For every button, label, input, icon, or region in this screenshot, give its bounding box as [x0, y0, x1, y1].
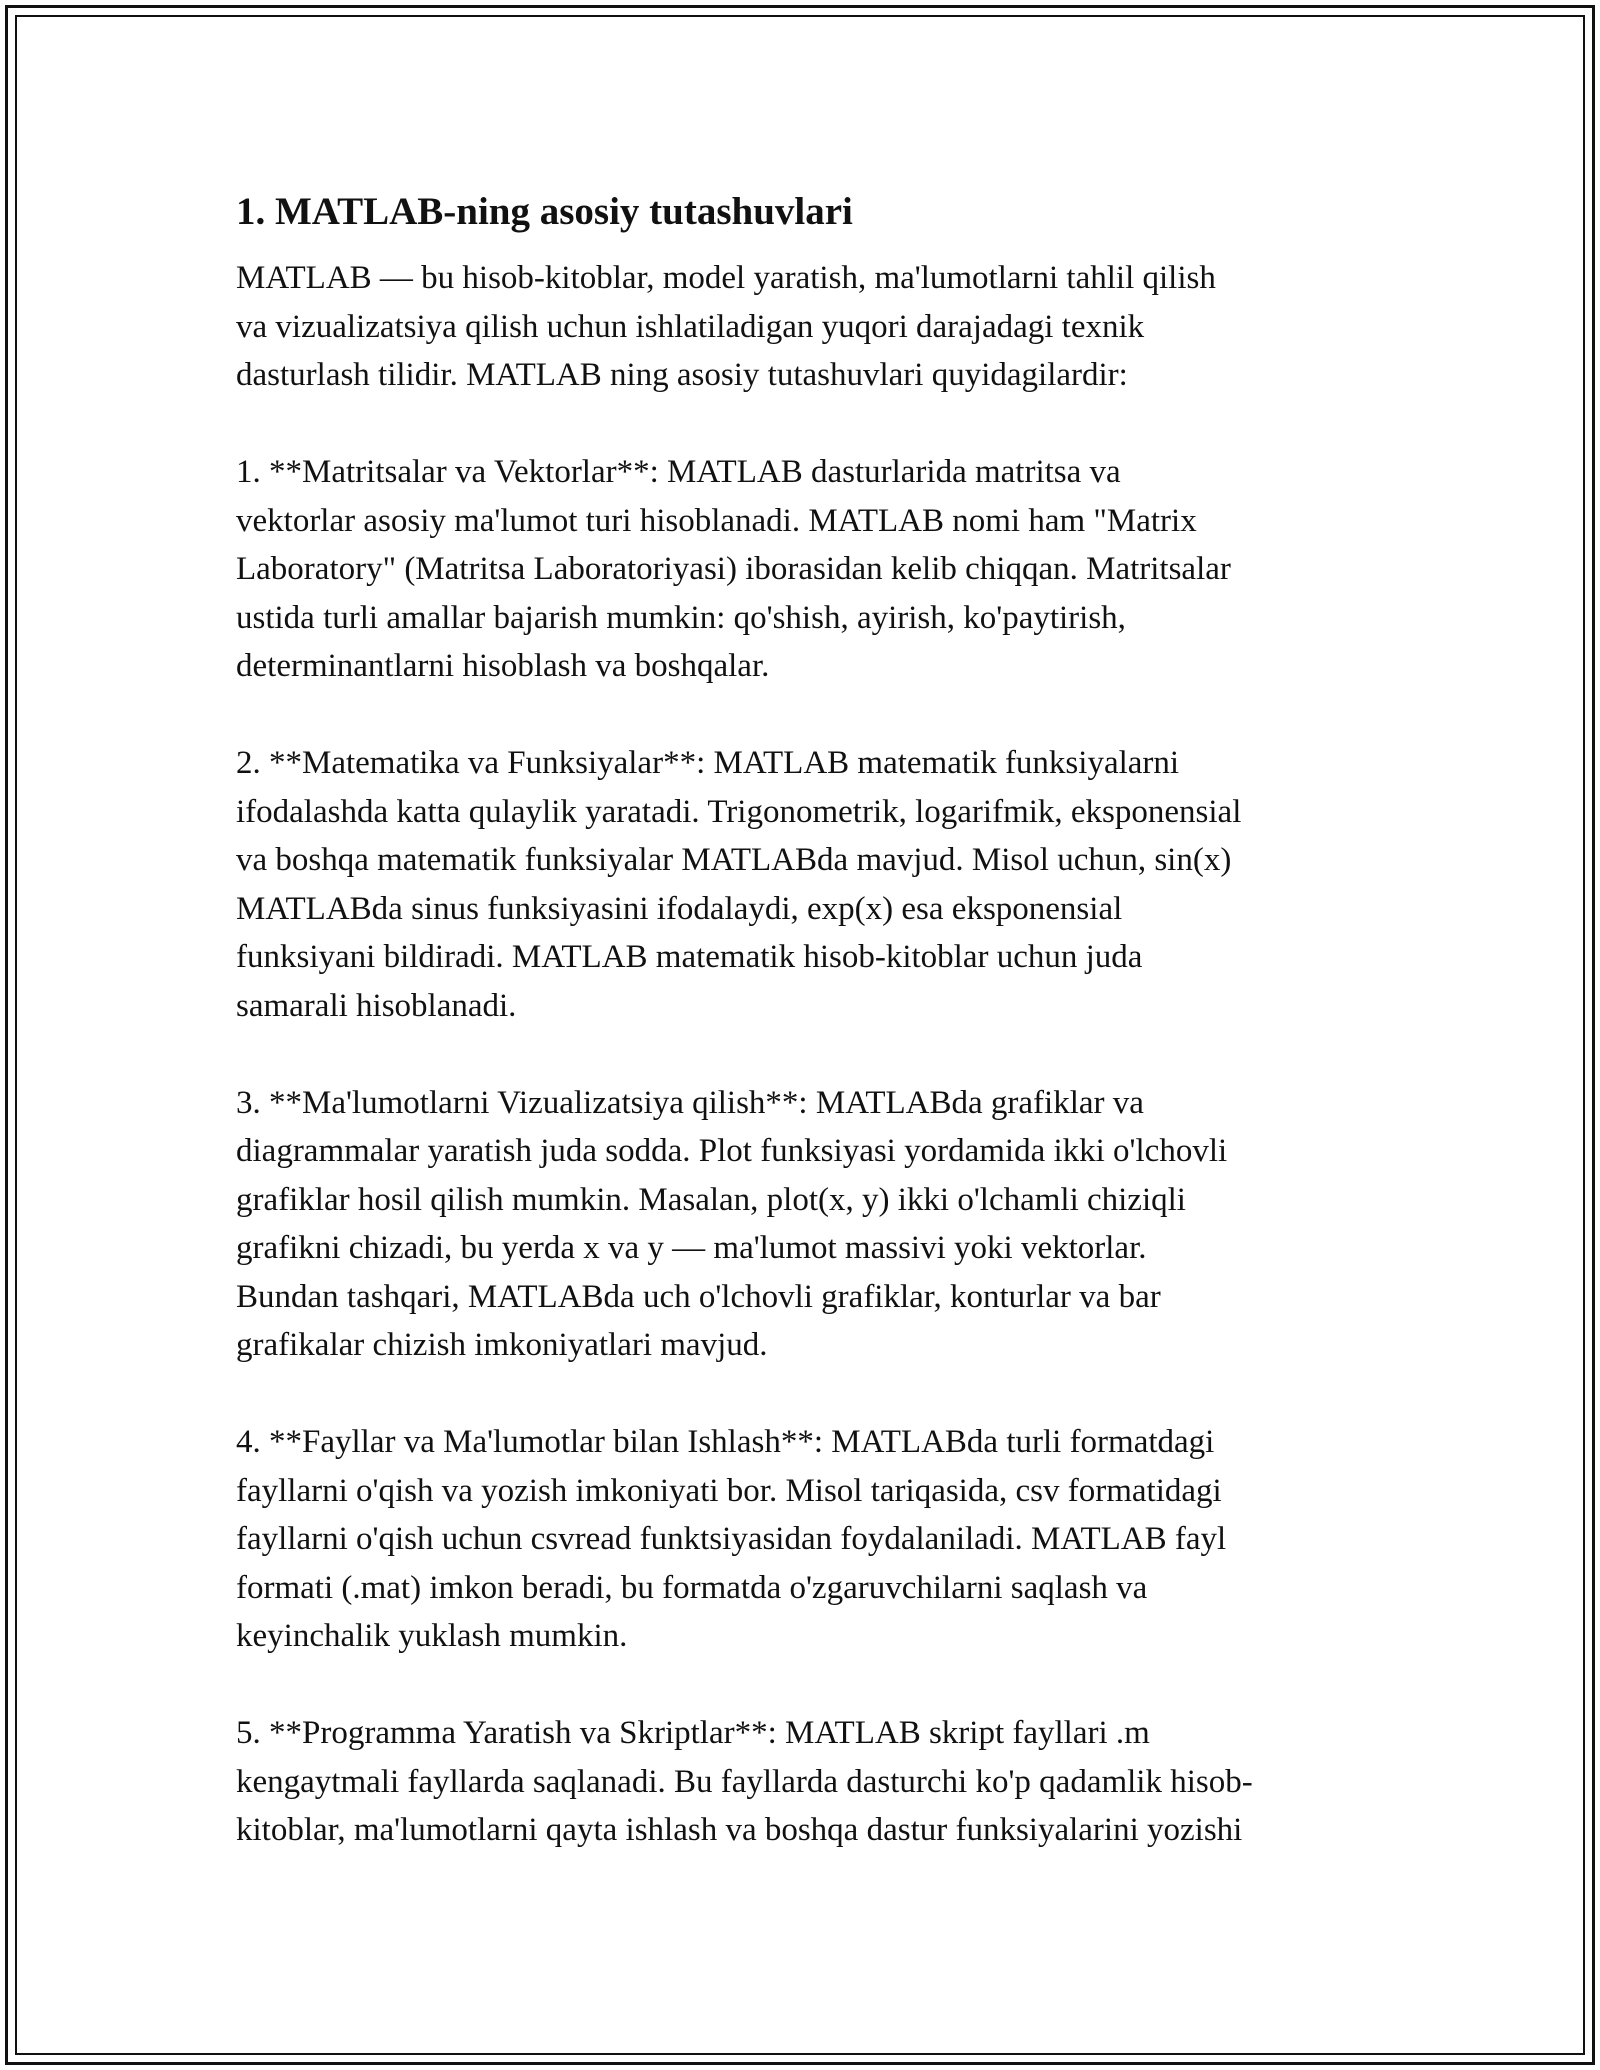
text-line: va vizualizatsiya qilish uchun ishlatiladigan yuqori darajadagi texnik [236, 308, 1145, 345]
text-line: 5. **Programma Yaratish va Skriptlar**: MATLAB skript fayllari .m [236, 1715, 1150, 1751]
text-line: kengaytmali fayllarda saqlanadi. Bu fayllarda dasturchi ko'p qadamlik hisob- [236, 1763, 1253, 1800]
item-4-paragraph [236, 1418, 1376, 1661]
text-line: Bundan tashqari, MATLABda uch o'lchovli grafiklar, konturlar va bar [236, 1278, 1161, 1315]
item-3-paragraph [236, 1079, 1376, 1370]
text-line: ustida turli amallar bajarish mumkin: qo'shish, ayirish, ko'paytirish, [236, 599, 1126, 636]
text-line: ifodalashda katta qulaylik yaratadi. Trigonometrik, logarifmik, eksponensial [236, 793, 1242, 830]
text-line: samarali hisoblanadi. [236, 987, 517, 1024]
text-line: MATLAB — bu hisob-kitoblar, model yaratish, ma'lumotlarni tahlil qilish [236, 260, 1216, 296]
text-line: diagrammalar yaratish juda sodda. Plot funksiyasi yordamida ikki o'lchovli [236, 1133, 1228, 1169]
item-5-paragraph [236, 1709, 1376, 1855]
text-line: formati (.mat) imkon beradi, bu formatda o'zgaruvchilarni saqlash va [236, 1569, 1148, 1606]
item-2-paragraph [236, 739, 1376, 1030]
text-line: kitoblar, ma'lumotlarni qayta ishlash va boshqa dastur funksiyalarini yozishi [236, 1812, 1243, 1848]
page-content [236, 186, 1376, 1855]
text-line: determinantlarni hisoblash va boshqalar. [236, 648, 770, 684]
item-1-paragraph [236, 448, 1376, 691]
text-line: dasturlash tilidir. MATLAB ning asosiy tutashuvlari quyidagilardir: [236, 357, 1128, 393]
text-line: 4. **Fayllar va Ma'lumotlar bilan Ishlash**: MATLABda turli formatdagi [236, 1424, 1215, 1460]
text-line: vektorlar asosiy ma'lumot turi hisoblanadi. MATLAB nomi ham "Matrix [236, 502, 1197, 539]
text-line: grafikalar chizish imkoniyatlari mavjud. [236, 1327, 768, 1363]
text-line: MATLABda sinus funksiyasini ifodalaydi, exp(x) esa eksponensial [236, 890, 1123, 927]
text-line: fayllarni o'qish uchun csvread funktsiyasidan foydalaniladi. MATLAB fayl [236, 1521, 1227, 1557]
text-line: fayllarni o'qish va yozish imkoniyati bor. Misol tariqasida, csv formatidagi [236, 1472, 1222, 1509]
text-line: 2. **Matematika va Funksiyalar**: MATLAB matematik funksiyalarni [236, 745, 1180, 781]
text-line: keyinchalik yuklash mumkin. [236, 1618, 628, 1654]
text-line: va boshqa matematik funksiyalar MATLABda mavjud. Misol uchun, sin(x) [236, 842, 1232, 878]
text-line: grafikni chizadi, bu yerda x va y — ma'lumot massivi yoki vektorlar. [236, 1230, 1147, 1266]
text-line: 3. **Ma'lumotlarni Vizualizatsiya qilish**: MATLABda grafiklar va [236, 1084, 1144, 1121]
text-line: Laboratory" (Matritsa Laboratoriyasi) iborasidan kelib chiqqan. Matritsalar [236, 551, 1231, 587]
text-line: 1. **Matritsalar va Vektorlar**: MATLAB dasturlarida matritsa va [236, 454, 1121, 490]
section-heading: 1. MATLAB-ning asosiy tutashuvlari [236, 190, 853, 233]
text-line: funksiyani bildiradi. MATLAB matematik hisob-kitoblar uchun juda [236, 939, 1143, 975]
intro-paragraph [236, 254, 1376, 400]
text-line: grafiklar hosil qilish mumkin. Masalan, plot(x, y) ikki o'lchamli chiziqli [236, 1181, 1186, 1218]
